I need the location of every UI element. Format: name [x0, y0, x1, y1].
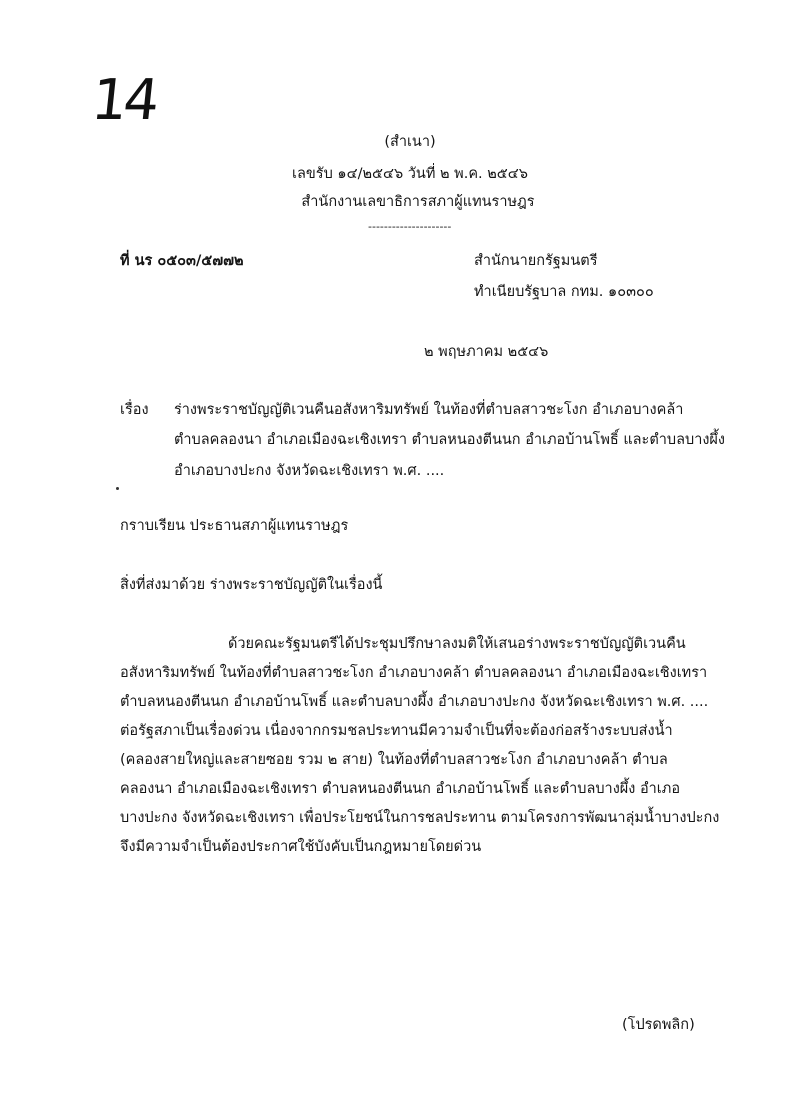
body-line: ตำบลหนองตีนนก อำเภอบ้านโพธิ์ และตำบลบางผึ้ง อำเภอบางปะกง จังหวัดฉะเชิงเทรา พ.ศ. ....: [120, 694, 709, 710]
subject-label: เรื่อง: [120, 402, 149, 418]
letter-date: ๒ พฤษภาคม ๒๕๔๖: [424, 344, 549, 360]
header-separator: ---------------------: [368, 220, 452, 233]
body-line: ด้วยคณะรัฐมนตรีได้ประชุมปรึกษาลงมติให้เสนอร่างพระราชบัญญัติเวนคืน: [228, 636, 686, 652]
body-line: บางปะกง จังหวัดฉะเชิงเทรา เพื่อประโยชน์ในการชลประทาน ตามโครงการพัฒนาลุ่มน้ำบางปะกง: [120, 810, 720, 826]
handwritten-page-number: 14: [88, 68, 159, 133]
copy-label: (สำเนา): [384, 134, 436, 150]
salutation: กราบเรียน ประธานสภาผู้แทนราษฎร: [120, 518, 349, 534]
body-line: (คลองสายใหญ่และสายซอย รวม ๒ สาย) ในท้องที่ตำบลสาวชะโงก อำเภอบางคล้า ตำบล: [120, 752, 668, 768]
sender-office-name: สำนักนายกรัฐมนตรี: [474, 253, 598, 269]
sender-office-address: ทำเนียบรัฐบาล กทม. ๑๐๓๐๐: [474, 284, 654, 300]
subject-line: ร่างพระราชบัญญัติเวนคืนอสังหาริมทรัพย์ ในท้องที่ตำบลสาวชะโงก อำเภอบางคล้า: [174, 402, 684, 418]
body-line: จึงมีความจำเป็นต้องประกาศใช้บังคับเป็นกฎหมายโดยด่วน: [120, 839, 482, 855]
receipt-line: เลขรับ ๑๔/๒๕๔๖ วันที่ ๒ พ.ค. ๒๕๔๖: [292, 166, 528, 182]
please-turn-over-note: (โปรดพลิก): [622, 1017, 695, 1033]
subject-line: อำเภอบางปะกง จังหวัดฉะเชิงเทรา พ.ศ. ....: [174, 463, 445, 479]
body-line: อสังหาริมทรัพย์ ในท้องที่ตำบลสาวชะโงก อำเภอบางคล้า ตำบลคลองนา อำเภอเมืองฉะเชิงเทรา: [120, 665, 708, 681]
enclosure-line: สิ่งที่ส่งมาด้วย ร่างพระราชบัญญัติในเรื่องนี้: [120, 577, 383, 593]
stray-mark: [116, 487, 119, 490]
subject-line: ตำบลคลองนา อำเภอเมืองฉะเชิงเทรา ตำบลหนองตีนนก อำเภอบ้านโพธิ์ และตำบลบางผึ้ง: [174, 432, 725, 448]
document-number: ที่ นร ๐๕๐๓/๕๗๗๒: [120, 253, 244, 269]
agency-name: สำนักงานเลขาธิการสภาผู้แทนราษฎร: [301, 194, 535, 210]
body-line: ต่อรัฐสภาเป็นเรื่องด่วน เนื่องจากกรมชลประทานมีความจำเป็นที่จะต้องก่อสร้างระบบส่งน้ำ: [120, 723, 673, 739]
body-line: คลองนา อำเภอเมืองฉะเชิงเทรา ตำบลหนองตีนนก อำเภอบ้านโพธิ์ และตำบลบางผึ้ง อำเภอ: [120, 781, 681, 797]
